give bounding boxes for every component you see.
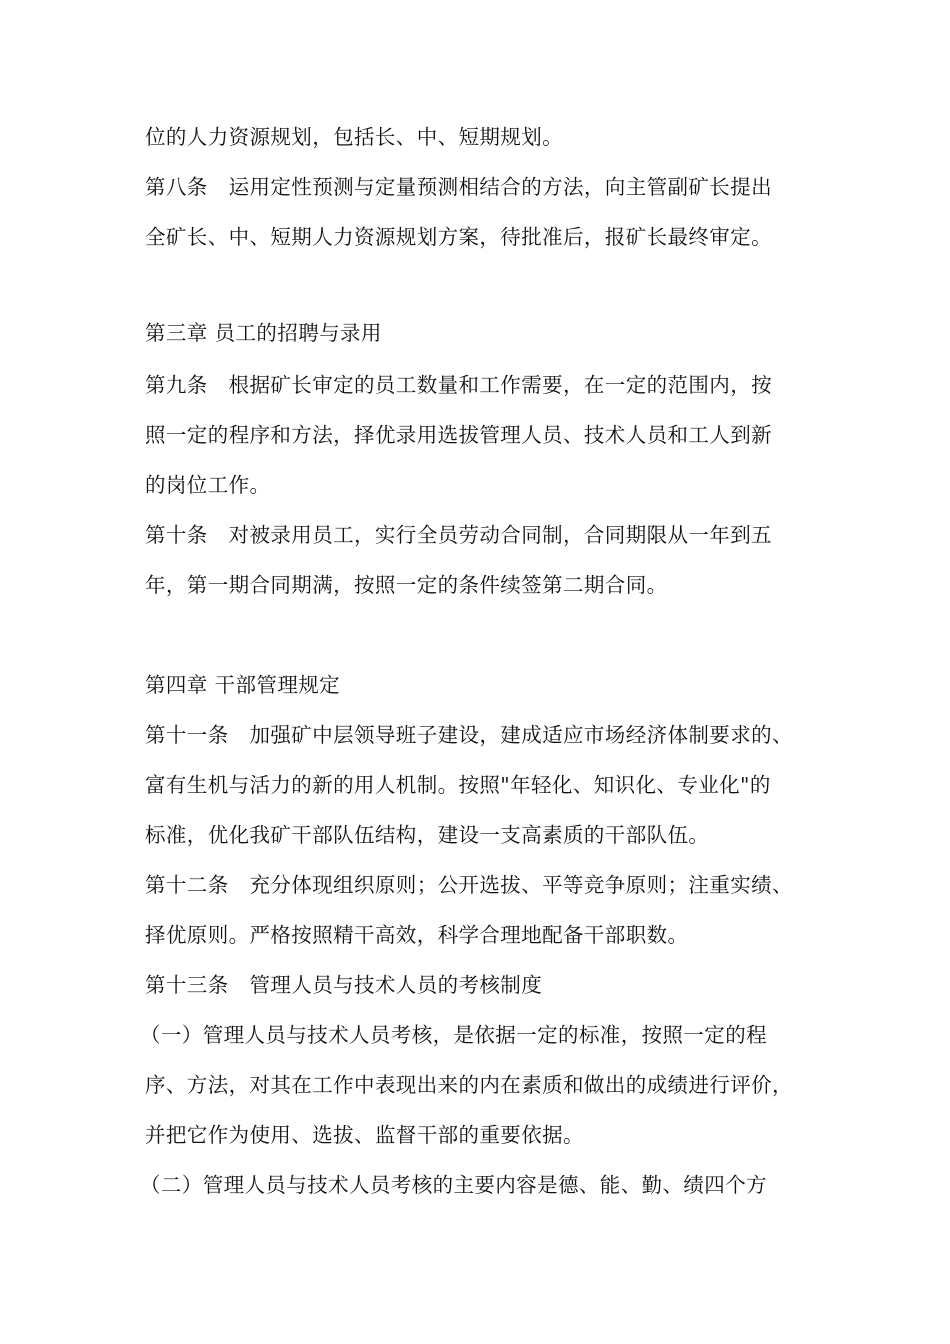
article-11-line: 第十一条 加强矿中层领导班子建设，建成适应市场经济体制要求的、 (145, 723, 793, 747)
paragraph-line: 全矿长、中、短期人力资源规划方案，待批准后，报矿长最终审定。 (145, 225, 772, 249)
article-9-line: 第九条 根据矿长审定的员工数量和工作需要，在一定的范围内，按 (145, 373, 772, 397)
paragraph-line: 的岗位工作。 (145, 473, 271, 497)
paragraph-line: 标准，优化我矿干部队伍结构，建设一支高素质的干部队伍。 (145, 823, 710, 847)
article-12-line: 第十二条 充分体现组织原则；公开选拔、平等竞争原则；注重实绩、 (145, 873, 793, 897)
paragraph-line: 照一定的程序和方法，择优录用选拔管理人员、技术人员和工人到新 (145, 423, 772, 447)
paragraph-line: 富有生机与活力的新的用人机制。按照"年轻化、知识化、专业化"的 (145, 773, 771, 797)
paragraph-line: 年，第一期合同期满，按照一定的条件续签第二期合同。 (145, 573, 668, 597)
paragraph-line: 序、方法，对其在工作中表现出来的内在素质和做出的成绩进行评价， (145, 1073, 793, 1097)
chapter-3-heading: 第三章 员工的招聘与录用 (145, 321, 382, 345)
paragraph-line: 择优原则。严格按照精干高效，科学合理地配备干部职数。 (145, 923, 689, 947)
article-10-line: 第十条 对被录用员工，实行全员劳动合同制，合同期限从一年到五 (145, 523, 772, 547)
article-8-line: 第八条 运用定性预测与定量预测相结合的方法，向主管副矿长提出 (145, 175, 772, 199)
paragraph-line: 位的人力资源规划，包括长、中、短期规划。 (145, 125, 563, 149)
paragraph-line: 并把它作为使用、选拔、监督干部的重要依据。 (145, 1123, 584, 1147)
clause-1-line: （一）管理人员与技术人员考核，是依据一定的标准，按照一定的程 (140, 1023, 767, 1047)
chapter-4-heading: 第四章 干部管理规定 (145, 673, 341, 697)
article-13-line: 第十三条 管理人员与技术人员的考核制度 (145, 973, 543, 997)
clause-2-line: （二）管理人员与技术人员考核的主要内容是德、能、勤、绩四个方 (140, 1173, 767, 1197)
